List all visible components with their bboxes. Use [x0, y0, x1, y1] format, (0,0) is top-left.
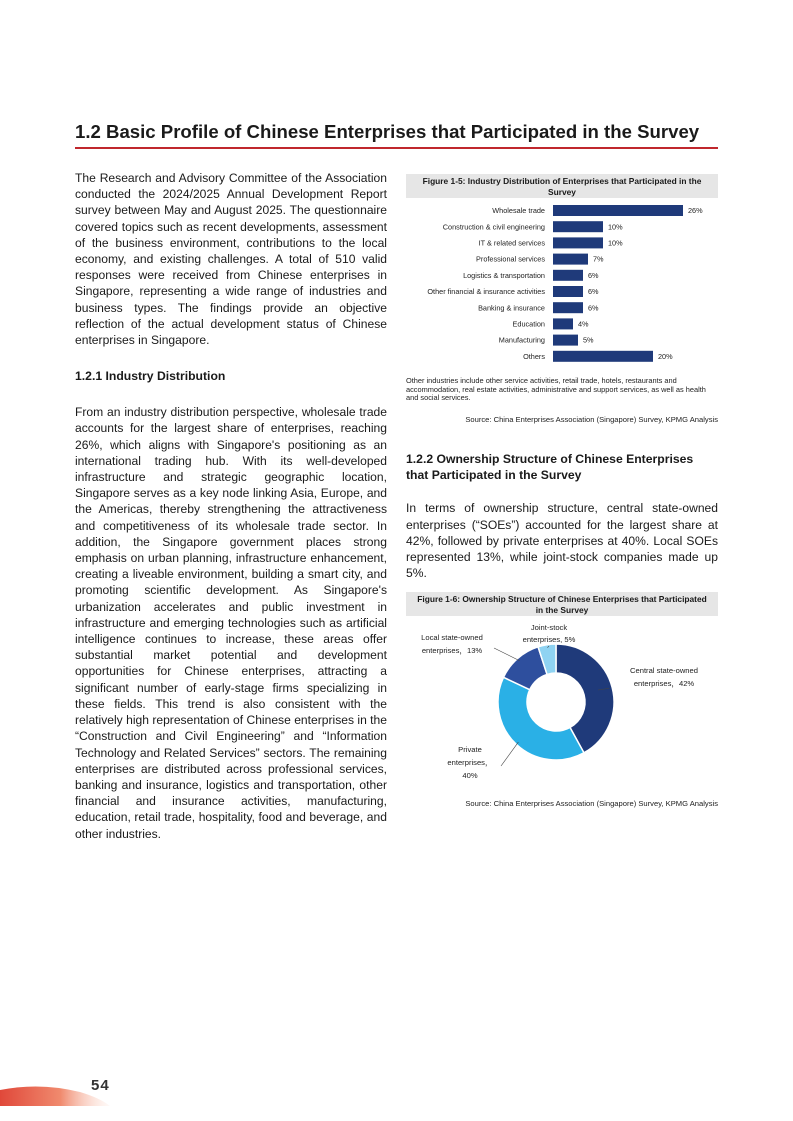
bar-value-label: 10% [608, 238, 623, 248]
bar-value-label: 26% [688, 206, 703, 216]
figure-1-6-source: Source: China Enterprises Association (Singapore) Survey, KPMG Analysis [465, 799, 718, 808]
donut-slice [498, 677, 584, 760]
donut-slice-label: enterprises, 5% [522, 635, 576, 644]
bar-mark [553, 351, 653, 362]
bar-value-label: 5% [583, 335, 594, 345]
bar-category-label: Professional services [476, 254, 545, 264]
bar-category-label: Other financial & insurance activities [427, 287, 545, 297]
donut-slice-label: Local state-owned [421, 633, 483, 642]
section-122-paragraph: In terms of ownership structure, central state-owned enterprises (“SOEs”) accounted for the largest share at 42%, followed by private enterprises at 40%. Local SOEs represented 13%, while joint-stock companies made up 5%. [406, 501, 718, 581]
bar-value-label: 6% [588, 303, 599, 313]
bar-category-label: IT & related services [478, 238, 545, 248]
industry-bar-chart [406, 202, 718, 370]
bar-mark [553, 221, 603, 232]
bar-mark [553, 318, 573, 329]
donut-slice-label: enterprises，42% [633, 679, 695, 688]
section-121-paragraph: From an industry distribution perspective, wholesale trade accounts for the largest share of enterprises, reaching 26%, which aligns with Singapore's positioning as an international trading hub. With its well-developed infrastructure and strategic geographic location, Singapore serves as a key node linking Asia, Europe, and the Americas, thereby strengthening the attractiveness and competitiveness of its wholesale trade sector. In addition, the Singapore government places strong emphasis on urban planning, infrastructure enhancement, creating a liveable environment, building a smart city, and promoting scientific development. As Singapore's urbanization accelerates and public investment in infrastructure and emerging technologies such as artificial intelligence continues to increase, these areas offer substantial market potential and development opportunities for Chinese enterprises, attracting a significant number of early-stage firms specializing in these fields. This trend is also consistent with the relatively high representation of Chinese enterprises in the “Construction and Civil Engineering” and “Information Technology and Related Services” sectors. The remaining enterprises are distributed across professional services, banking and insurance, logistics and transportation, other financial and insurance activities, manufacturing, education, retail trade, hospitality, food and beverage, and other industries. [75, 405, 387, 841]
bar-value-label: 10% [608, 222, 623, 232]
donut-slice-label: Central state-owned [630, 666, 698, 675]
bar-value-label: 4% [578, 319, 589, 329]
donut-slice-label: Joint-stock [530, 623, 568, 632]
ownership-donut-chart [406, 618, 718, 796]
section-121-heading: 1.2.1 Industry Distribution [75, 369, 226, 384]
bar-value-label: 7% [593, 254, 604, 264]
bar-value-label: 6% [588, 270, 599, 280]
section-122-heading: 1.2.2 Ownership Structure of Chinese Enterprises that Participated in the Survey [406, 452, 694, 483]
section-122 [406, 451, 718, 581]
figure-1-6-caption: Figure 1-6: Ownership Structure of Chinese Enterprises that Participated in the Survey [406, 592, 718, 616]
intro-paragraph: The Research and Advisory Committee of the Association conducted the 2024/2025 Annual Development Report survey between May and August 2025. The questionnaire covered topics such as recent developments, assessment of the business environment, contributions to the local economy, and existing challenges. A total of 510 valid responses were received from Chinese enterprises in Singapore, representing a wide range of industries and business types. The findings provide an objective reflection of the actual development status of Chinese enterprises in Singapore. [75, 171, 387, 348]
bar-category-label: Others [523, 351, 545, 361]
bar-mark [553, 254, 588, 265]
figure-1-5-note: Other industries include other service activities, retail trade, hotels, restaurants and accommodation, real estate activities, administrative and support services, as well as health and social services. [406, 376, 706, 403]
title-rule [75, 147, 718, 149]
bar-mark [553, 270, 583, 281]
bar-value-label: 20% [658, 351, 673, 361]
bar-category-label: Logistics & transportation [463, 270, 545, 280]
bar-category-label: Construction & civil engineering [442, 222, 545, 232]
donut-leader-line [494, 648, 520, 661]
bar-category-label: Manufacturing [498, 335, 545, 345]
bar-category-label: Banking & insurance [478, 303, 545, 313]
bar-category-label: Education [512, 319, 545, 329]
bar-mark [553, 205, 683, 216]
donut-slice-label: 40% [462, 771, 478, 780]
donut-slice-label: Private [458, 745, 482, 754]
page-number: 54 [91, 1077, 110, 1094]
page-title: 1.2 Basic Profile of Chinese Enterprises that Participated in the Survey [75, 121, 700, 142]
figure-1-5-source: Source: China Enterprises Association (Singapore) Survey, KPMG Analysis [465, 415, 718, 424]
bar-category-label: Wholesale trade [492, 206, 545, 216]
figure-1-5-caption: Figure 1-5: Industry Distribution of Enterprises that Participated in the Survey [406, 174, 718, 198]
donut-slice-label: enterprises，13% [421, 646, 483, 655]
donut-slice-label: enterprises， [447, 758, 493, 767]
bar-mark [553, 302, 583, 313]
left-column [75, 170, 387, 842]
donut-leader-line [501, 742, 518, 766]
bar-value-label: 6% [588, 287, 599, 297]
bar-mark [553, 286, 583, 297]
bar-mark [553, 335, 578, 346]
bar-mark [553, 237, 603, 248]
